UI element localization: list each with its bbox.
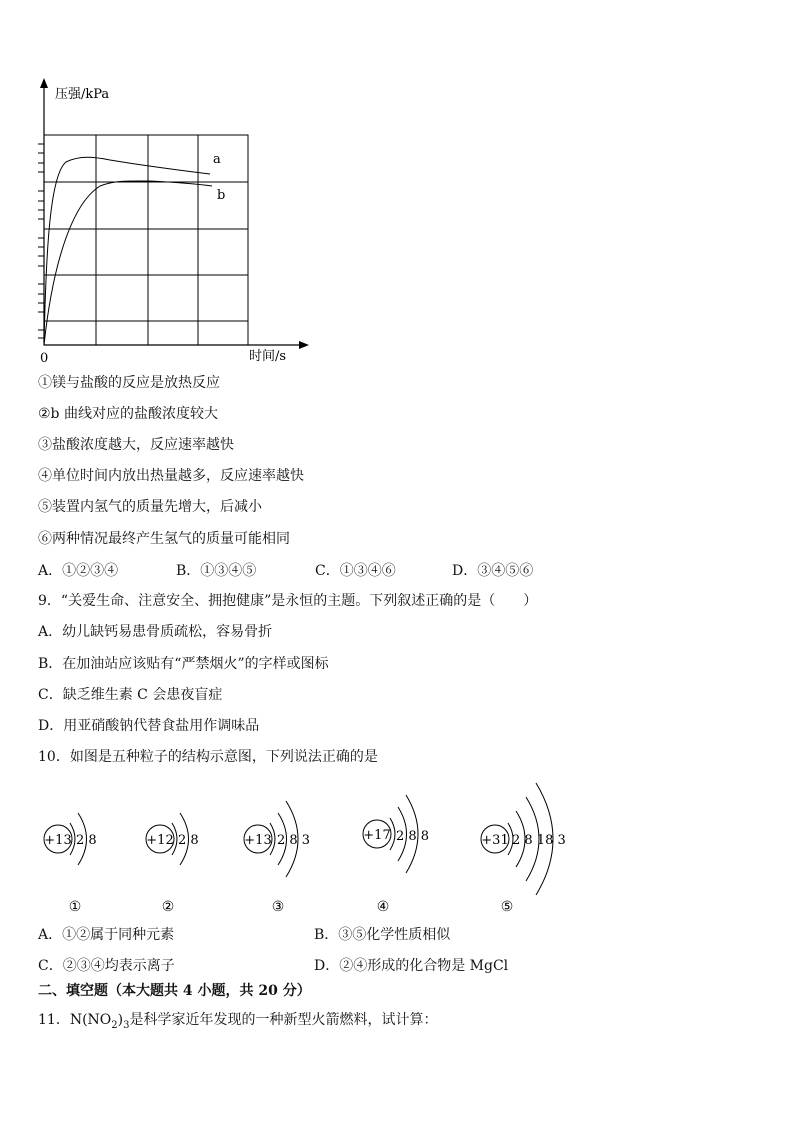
q9-option-b: B．在加油站应该贴有“严禁烟火”的字样或图标: [38, 656, 329, 672]
particle-label-4: ④: [376, 899, 390, 915]
q9-option-d: D．用亚硝酸钠代替食盐用作调味品: [38, 718, 260, 734]
curve-b: [44, 181, 212, 345]
nucleus-1: +13: [44, 833, 72, 848]
q8-choice-d: D．③④⑤⑥: [452, 563, 534, 579]
q10-option-a: A．①②属于同种元素: [38, 927, 175, 943]
pressure-time-chart: [0, 0, 340, 370]
statement-4: ④单位时间内放出热量越多，反应速率越快: [38, 468, 304, 484]
particle-label-5: ⑤: [500, 899, 514, 915]
particle-5: [481, 783, 566, 895]
x-axis-label: 时间/s: [249, 349, 287, 364]
q8-choice-c: C．①③④⑥: [315, 563, 396, 579]
statement-6: ⑥两种情况最终产生氢气的质量可能相同: [38, 531, 290, 547]
q11-sub-2: 3: [123, 1019, 130, 1031]
q10-option-d: D．②④形成的化合物是 MgCl: [314, 958, 509, 974]
particle-label-1: ①: [68, 899, 82, 915]
y-axis-ticks: [38, 144, 44, 338]
statement-1: ①镁与盐酸的反应是放热反应: [38, 375, 220, 391]
curve-b-label: b: [217, 188, 226, 203]
q11-stem: [38, 1011, 437, 1035]
q9-option-c: C．缺乏维生素 C 会患夜盲症: [38, 687, 223, 703]
particle-1: [44, 813, 97, 865]
q9-option-a: A．幼儿缺钙易患骨质疏松，容易骨折: [38, 624, 273, 640]
nucleus-2: +12: [146, 833, 174, 848]
x-axis-arrow: [299, 341, 309, 349]
nucleus-3: +13: [244, 833, 272, 848]
statement-2: ②b 曲线对应的盐酸浓度较大: [38, 406, 218, 422]
shells-4: 2 8 8: [396, 829, 430, 844]
shells-3: 2 8 3: [277, 833, 311, 848]
shells-5: 2 8 18 3: [512, 833, 566, 848]
q10-stem: 10．如图是五种粒子的结构示意图，下列说法正确的是: [38, 749, 378, 765]
section-2-heading: 二、填空题（本大题共 4 小题，共 20 分）: [38, 983, 311, 999]
particle-2: [146, 813, 199, 865]
particle-3: [244, 801, 310, 877]
q10-option-c: C．②③④均表示离子: [38, 958, 175, 974]
particle-label-3: ③: [271, 899, 285, 915]
shells-2: 2 8: [178, 833, 199, 848]
q9-stem: 9．“关爱生命、注意安全、拥抱健康”是永恒的主题。下列叙述正确的是（ ）: [38, 593, 538, 609]
shells-1: 2 8: [76, 833, 97, 848]
nucleus-4: +17: [363, 828, 391, 843]
q11-prefix: 11．N(NO: [38, 1012, 112, 1028]
q11-suffix: 是科学家近年发现的一种新型火箭燃料，试计算：: [129, 1012, 438, 1028]
particle-label-2: ②: [161, 899, 175, 915]
curve-a: [44, 157, 210, 345]
y-axis-arrow: [40, 78, 48, 88]
atomic-structure-diagrams: [0, 775, 600, 925]
statement-5: ⑤装置内氢气的质量先增大，后减小: [38, 499, 262, 515]
q8-choice-b: B．①③④⑤: [176, 563, 257, 579]
y-axis-label: 压强/kPa: [55, 87, 110, 102]
nucleus-5: +31: [481, 833, 509, 848]
q11-mid: ): [117, 1012, 124, 1028]
q10-option-b: B．③⑤化学性质相似: [314, 927, 451, 943]
curve-a-label: a: [213, 152, 221, 167]
particle-4: [363, 795, 429, 873]
q11-sub-1: 2: [111, 1019, 118, 1031]
statement-3: ③盐酸浓度越大，反应速率越快: [38, 437, 234, 453]
origin-label: 0: [40, 351, 49, 366]
q8-choice-a: A．①②③④: [38, 563, 119, 579]
